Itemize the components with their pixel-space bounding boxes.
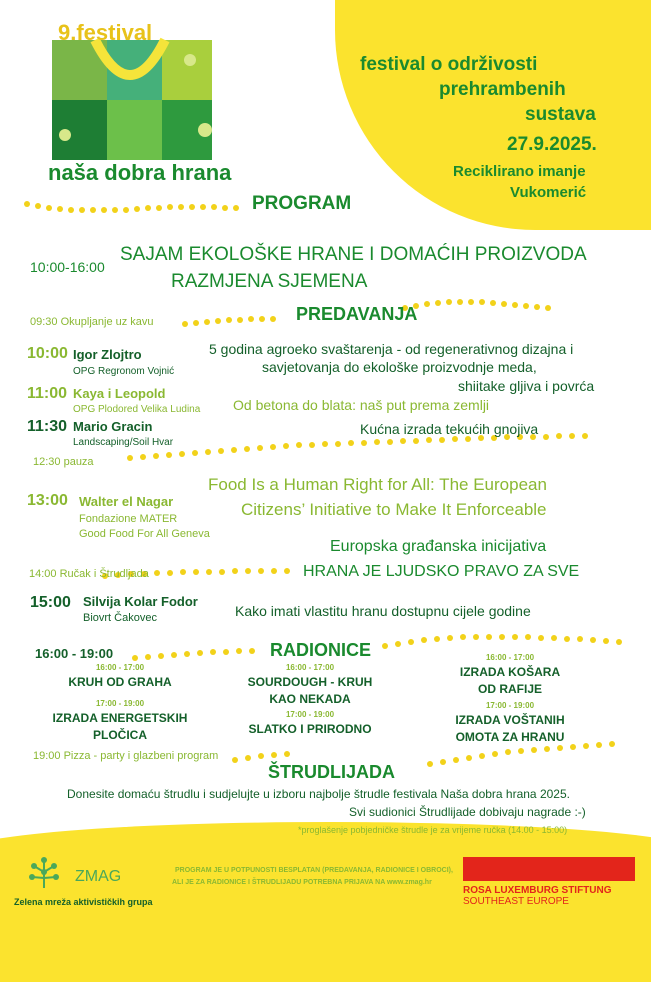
lunch-text: 14:00 Ručak i Štrudljada	[29, 568, 149, 580]
zmag-subtitle: Zelena mreža aktivističkih grupa	[14, 897, 153, 907]
header-line2: prehrambenih	[439, 79, 566, 100]
workshop-col1	[50, 663, 190, 742]
workshop-title: SOURDOUGH - KRUH	[247, 675, 373, 689]
gathering-text: 09:30 Okupljanje uz kavu	[30, 316, 154, 328]
workshop-time: 16:00 - 17:00	[285, 663, 335, 672]
rosa-name: ROSA LUXEMBURG STIFTUNG	[463, 885, 612, 896]
talk4-topic-line1: Food Is a Human Right for All: The European	[208, 475, 547, 494]
workshop-title: KRUH OD GRAHA	[68, 675, 172, 689]
logo-name-text: naša dobra hrana	[48, 160, 232, 185]
dotted-line-program	[22, 198, 252, 218]
strudlijada-line1: Donesite domaću štrudlu i sudjelujte u izboru najbolje štrudle festivala Naša dobra hrana 2025.	[67, 787, 570, 801]
rosa-region: SOUTHEAST EUROPE	[463, 896, 569, 907]
talk4-topic-line2: Citizens’ Initiative to Make It Enforceable	[241, 500, 547, 519]
strudlijada-note: *proglašenje pobjedničke štrudle je za vrijeme ručka (14.00 - 15:00)	[298, 825, 568, 835]
talk3-time: 11:30	[27, 418, 68, 435]
talk2-speaker: Kaya i Leopold	[73, 386, 166, 401]
talk1-org: OPG Regronom Vojnić	[73, 366, 175, 377]
talk5-topic: Kako imati vlastitu hranu dostupnu cijele godine	[235, 603, 531, 619]
workshop-col3	[440, 653, 580, 744]
dotted-line-predavanja-right	[400, 296, 580, 316]
workshop-title: IZRADA VOŠTANIH	[455, 713, 565, 727]
workshop-time: 16:00 - 17:00	[95, 663, 145, 672]
radionice-time: 16:00 - 19:00	[35, 646, 114, 661]
workshop-title: SLATKO I PRIRODNO	[248, 722, 372, 736]
zmag-logo	[24, 852, 64, 892]
rosa-red-bar	[463, 857, 635, 881]
workshop-time: 17:00 - 19:00	[95, 699, 145, 708]
header-venue1: Reciklirano imanje	[453, 163, 586, 180]
talk3-topic: Kućna izrada tekućih gnojiva	[360, 421, 539, 437]
talk5-time: 15:00	[30, 594, 71, 611]
logo-festival-text: 9.festival	[58, 20, 153, 45]
talk5-org: Biovrt Čakovec	[83, 612, 157, 624]
talk4-org1: Fondazione MATER	[79, 513, 178, 525]
workshop-title-line2: KAO NEKADA	[269, 692, 351, 706]
talk4-time: 13:00	[27, 492, 68, 509]
sajam-line2: RAZMJENA SJEMENA	[171, 271, 368, 292]
header-line3: sustava	[525, 104, 596, 125]
radionice-title: RADIONICE	[270, 640, 372, 660]
talk2-time: 11:00	[27, 385, 68, 402]
predavanja-title: PREDAVANJA	[296, 304, 418, 324]
sajam-line1: SAJAM EKOLOŠKE HRANE I DOMAĆIH PROIZVODA	[120, 244, 587, 265]
workshop-col2	[240, 663, 380, 736]
workshop-title-line2: PLOČICA	[93, 728, 147, 742]
talk3-speaker: Mario Gracin	[73, 419, 153, 434]
strudlijada-line2: Svi sudionici Štrudlijade dobivaju nagrade :-)	[349, 805, 586, 819]
workshop-title-line2: OD RAFIJE	[477, 682, 542, 696]
workshop-time: 17:00 - 19:00	[485, 701, 535, 710]
zmag-tree-icon	[24, 852, 64, 892]
talk2-topic: Od betona do blata: naš put prema zemlji	[233, 397, 490, 413]
pizza-text: 19:00 Pizza - party i glazbeni program	[33, 750, 219, 762]
program-title: PROGRAM	[252, 193, 352, 214]
workshop-title: IZRADA ENERGETSKIH	[52, 711, 188, 725]
header-venue2: Vukomerić	[510, 184, 587, 201]
footer-info-line1: PROGRAM JE U POTPUNOSTI BESPLATAN (PREDAVANJA, RADIONICE I OBROCI),	[175, 867, 453, 874]
strudlijada-title: ŠTRUDLIJADA	[268, 762, 396, 782]
talk4-topic-line3: Europska građanska inicijativa	[330, 538, 547, 555]
talk2-org: OPG Plodored Velika Ludina	[73, 404, 201, 415]
talk4-org2: Good Food For All Geneva	[79, 528, 210, 540]
talk1-time: 10:00	[27, 345, 68, 362]
sajam-time: 10:00-16:00	[30, 259, 105, 275]
workshop-title-line2: OMOTA ZA HRANU	[455, 730, 565, 744]
header-line1: festival o održivosti	[360, 54, 538, 75]
rosa-luxemburg-logo	[463, 857, 635, 907]
workshop-time: 17:00 - 19:00	[285, 710, 335, 719]
talk1-topic-line1: 5 godina agroeko svaštarenja - od regenerativnog dizajna i	[209, 341, 574, 357]
talk1-topic-line2: savjetovanja do ekološke proizvodnje meda,	[262, 359, 537, 375]
dotted-line-radionice-right	[380, 632, 630, 652]
talk4-speaker: Walter el Nagar	[79, 494, 174, 509]
talk4-topic-line4: HRANA JE LJUDSKO PRAVO ZA SVE	[303, 563, 580, 580]
talk5-speaker: Silvija Kolar Fodor	[83, 594, 198, 609]
pause-text: 12:30 pauza	[33, 456, 94, 468]
top-right-yellow-blob	[335, 0, 651, 230]
talk1-topic-line3: shiitake gljiva i povrća	[458, 378, 595, 394]
workshop-title: IZRADA KOŠARA	[459, 665, 561, 679]
zmag-name: ZMAG	[75, 868, 122, 885]
talk3-org: Landscaping/Soil Hvar	[73, 437, 174, 448]
dotted-line-predavanja-left	[180, 312, 290, 332]
workshop-time: 16:00 - 17:00	[485, 653, 535, 662]
talk1-speaker: Igor Zlojtro	[73, 347, 142, 362]
header-date: 27.9.2025.	[507, 134, 597, 155]
footer-info-line2: ALI JE ZA RADIONICE I ŠTRUDLIJADU POTREBNA PRIJAVA NA www.zmag.hr	[172, 879, 432, 886]
